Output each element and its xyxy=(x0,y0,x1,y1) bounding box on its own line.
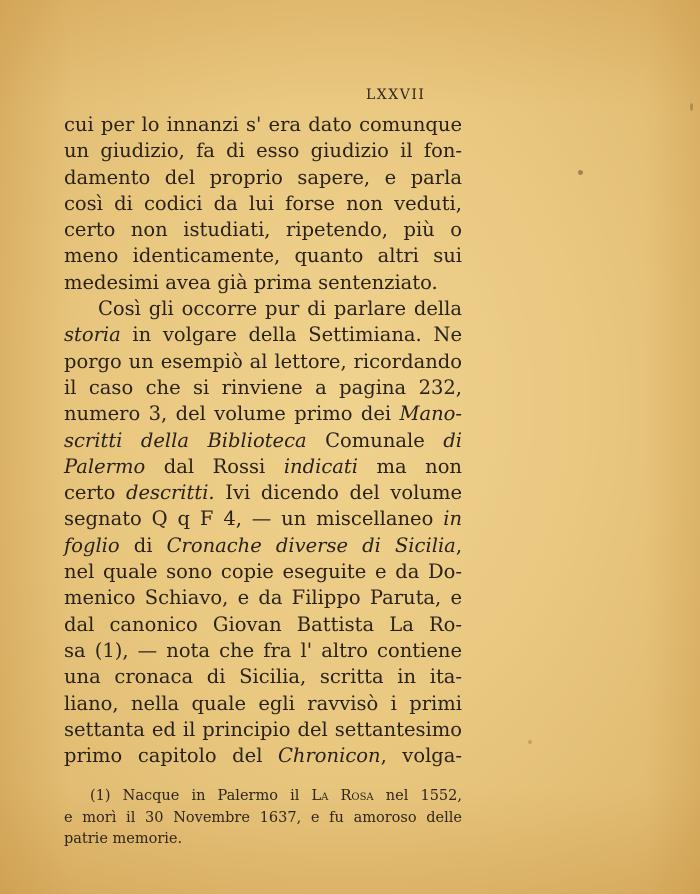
text-line: liano, nella quale egli ravvisò i primi xyxy=(64,691,462,715)
footnote xyxy=(64,786,462,851)
text-run: (1) Nacque in Palermo il xyxy=(90,788,312,804)
text-run: primo capitolo del xyxy=(64,744,278,768)
text-run: certo xyxy=(64,481,127,505)
text-line: un giudizio, fa di esso giudizio il fon- xyxy=(64,139,462,163)
text-run: ma non xyxy=(357,454,462,478)
text-run: di xyxy=(119,533,167,557)
text-line: Così gli occorre pur di parlare della xyxy=(98,297,462,321)
text-line: così di codici da lui forse non veduti, xyxy=(64,191,462,215)
text-line: porgo un esempiò al lettore, ricordando xyxy=(64,349,462,373)
body-text xyxy=(64,112,462,769)
text-line: meno identicamente, quanto altri sui xyxy=(64,244,462,268)
text-run: nel 1552, xyxy=(373,788,462,804)
text-line: il caso che si rinviene a pagina 232, xyxy=(64,375,462,399)
text-run: , xyxy=(455,533,463,557)
italic-text: in xyxy=(443,507,462,531)
text-run: dal Rossi xyxy=(145,454,284,478)
italic-text: Palermo xyxy=(64,454,146,478)
italic-text: Chronicon xyxy=(278,744,381,768)
text-run: , volga- xyxy=(380,744,462,768)
text-run: segnato Q q F 4, — un miscellaneo xyxy=(64,507,444,531)
text-line: settanta ed il principio del settantesimo xyxy=(64,717,462,741)
paper-speck xyxy=(578,170,583,175)
italic-text: Cronache diverse di Sicilia xyxy=(166,533,456,557)
footnote-line xyxy=(64,786,462,808)
text-line: menico Schiavo, e da Filippo Paruta, e xyxy=(64,586,462,610)
text-line xyxy=(64,454,462,480)
italic-text: scritti della Biblioteca xyxy=(64,428,307,452)
italic-text: di xyxy=(443,428,462,452)
text-run: Ivi dicendo del volume xyxy=(214,481,462,505)
small-caps-text: La Rosa xyxy=(311,788,374,804)
text-line xyxy=(64,428,462,454)
italic-text: indicati xyxy=(283,454,358,478)
text-line: certo non istudiati, ripetendo, più o xyxy=(64,218,462,242)
text-line: dal canonico Giovan Battista La Ro- xyxy=(64,612,462,636)
paper-speck xyxy=(690,103,693,111)
text-line xyxy=(64,533,462,559)
text-run: Comunale xyxy=(306,428,444,452)
page-number: LXXVII xyxy=(366,87,426,103)
text-line xyxy=(64,401,462,427)
text-line xyxy=(64,322,462,348)
footnote-line: e morì il 30 Novembre 1637, e fu amoroso delle xyxy=(64,809,462,826)
text-line xyxy=(64,506,462,532)
italic-text: descritti. xyxy=(126,481,215,505)
text-line: damento del proprio sapere, e parla xyxy=(64,165,462,189)
italic-text: Mano- xyxy=(399,402,462,426)
italic-text: foglio xyxy=(64,533,120,557)
text-line xyxy=(64,480,462,506)
text-line: nel quale sono copie eseguite e da Do- xyxy=(64,560,462,584)
italic-text: storia xyxy=(64,323,121,347)
text-run: in volgare della Settimiana. Ne xyxy=(120,323,462,347)
text-line: una cronaca di Sicilia, scritta in ita- xyxy=(64,665,462,689)
text-line: cui per lo innanzi s' era dato comunque xyxy=(64,113,462,136)
text-run: numero 3, del volume primo dei xyxy=(64,402,400,426)
footnote-line: patrie memorie. xyxy=(64,831,183,847)
text-line xyxy=(64,743,462,769)
text-line: sa (1), — nota che fra l' altro contiene xyxy=(64,638,462,662)
text-line: medesimi avea già prima sentenziato. xyxy=(64,270,438,294)
paper-speck xyxy=(528,740,532,744)
